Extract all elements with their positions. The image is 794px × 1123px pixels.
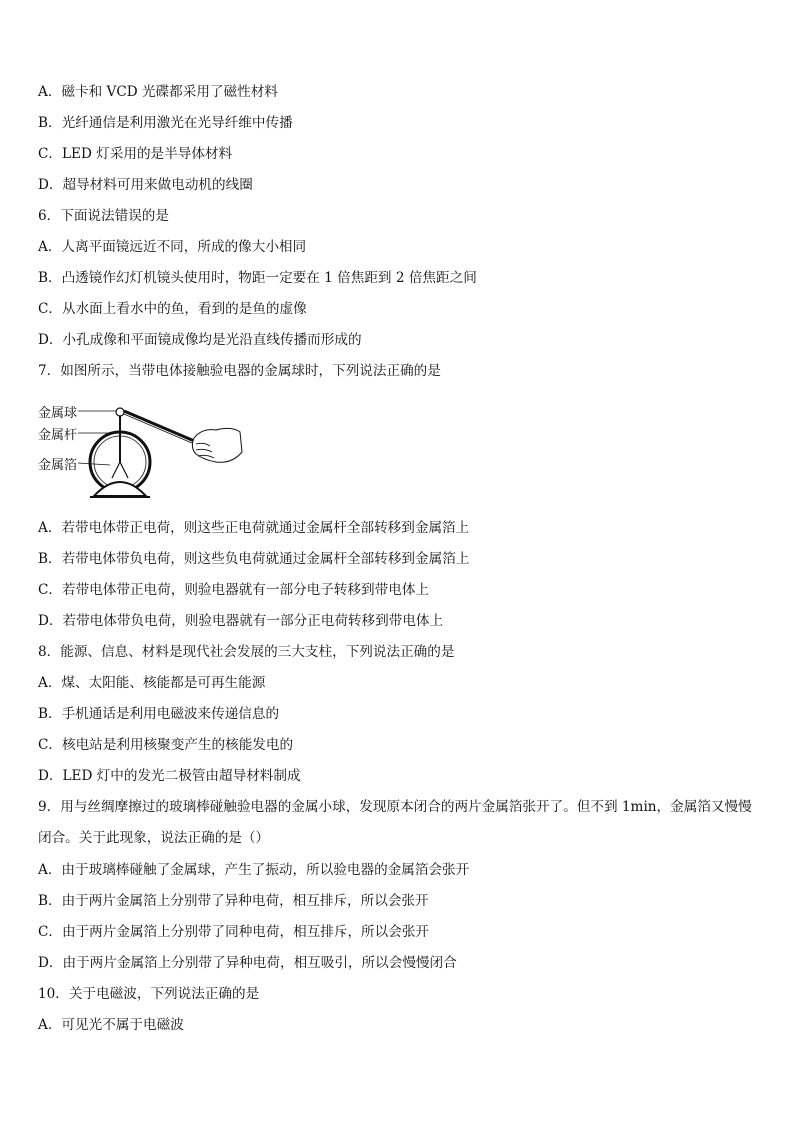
- q8-stem: 8．能源、信息、材料是现代社会发展的三大支柱，下列说法正确的是: [38, 644, 455, 660]
- q8-option-a: A．煤、太阳能、核能都是可再生能源: [38, 675, 266, 691]
- q5-option-d: D．超导材料可用来做电动机的线圈: [38, 177, 253, 193]
- q9-option-b: B．由于两片金属箔上分别带了异种电荷，相互排斥，所以会张开: [38, 893, 429, 909]
- q7-option-b: B．若带电体带负电荷，则这些负电荷就通过金属杆全部转移到金属箔上: [38, 551, 470, 567]
- q7-option-d: D．若带电体带负电荷，则验电器就有一部分正电荷转移到带电体上: [38, 613, 444, 629]
- label-metal-ball: 金属球: [38, 406, 78, 421]
- q5-option-c: C．LED 灯采用的是半导体材料: [38, 146, 233, 162]
- q5-option-a: A．磁卡和 VCD 光碟都采用了磁性材料: [38, 84, 278, 100]
- q9-stem: 9．用与丝绸摩擦过的玻璃棒碰触验电器的金属小球，发现原本闭合的两片金属箔张开了。但不到 1min，金属箔又慢慢闭合。关于此现象，说法正确的是（）: [38, 799, 752, 846]
- q9-option-c: C．由于两片金属箔上分别带了同种电荷，相互排斥，所以会张开: [38, 924, 430, 940]
- q8-option-d: D．LED 灯中的发光二极管由超导材料制成: [38, 768, 301, 784]
- q6-option-a: A．人离平面镜远近不同，所成的像大小相同: [38, 239, 307, 255]
- electroscope-drawing: [36, 398, 246, 510]
- electroscope-figure: [36, 398, 246, 510]
- q6-stem: 6．下面说法错误的是: [38, 208, 169, 224]
- q8-option-b: B．手机通话是利用电磁波来传递信息的: [38, 706, 280, 722]
- q7-option-a: A．若带电体带正电荷，则这些正电荷就通过金属杆全部转移到金属箔上: [38, 520, 470, 536]
- label-metal-rod: 金属杆: [38, 428, 78, 443]
- q8-option-c: C．核电站是利用核聚变产生的核能发电的: [38, 737, 294, 753]
- q7-stem: 7．如图所示，当带电体接触验电器的金属球时，下列说法正确的是: [38, 363, 441, 379]
- q6-option-b: B．凸透镜作幻灯机镜头使用时，物距一定要在 1 倍焦距到 2 倍焦距之间: [38, 270, 477, 286]
- q10-option-a: A．可见光不属于电磁波: [38, 1017, 184, 1033]
- q6-option-c: C．从水面上看水中的鱼，看到的是鱼的虚像: [38, 301, 307, 317]
- q10-stem: 10．关于电磁波，下列说法正确的是: [38, 986, 260, 1002]
- q9-option-d: D．由于两片金属箔上分别带了异种电荷，相互吸引，所以会慢慢闭合: [38, 955, 457, 971]
- q5-option-b: B．光纤通信是利用激光在光导纤维中传播: [38, 115, 293, 131]
- q6-option-d: D．小孔成像和平面镜成像均是光沿直线传播而形成的: [38, 332, 362, 348]
- q9-option-a: A．由于玻璃棒碰触了金属球，产生了振动，所以验电器的金属箔会张开: [38, 862, 470, 878]
- label-metal-foil: 金属箔: [38, 458, 78, 473]
- q7-option-c: C．若带电体带正电荷，则验电器就有一部分电子转移到带电体上: [38, 582, 430, 598]
